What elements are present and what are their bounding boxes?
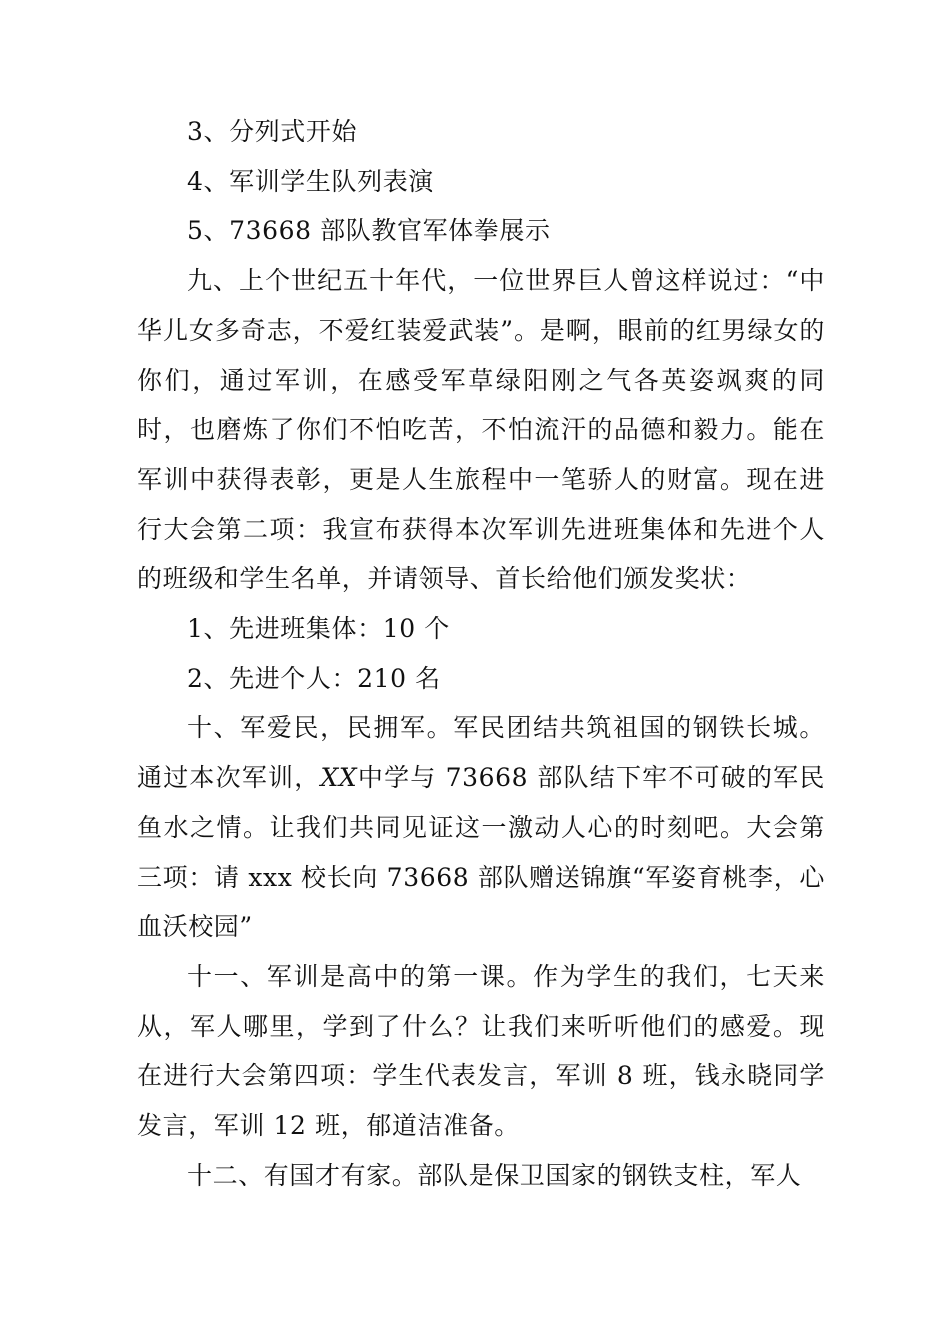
paragraph-nine: 九、上个世纪五十年代，一位世界巨人曾这样说过：“中华儿女多奇志，不爱红装爱武装”。是啊，眼前的红男绿女的你们，通过军训，在感受军草绿阳刚之气各英姿飒爽的同时，也磨炼了你们不怕吃苦，不怕流汗的品德和毅力。能在军训中获得表彰，更是人生旅程中一笔骄人的财富。现在进行大会第二项：我宣布获得本次军训先进班集体和先进个人的班级和学生名单，并请领导、首长给他们颁发奖状： — [137, 266, 825, 594]
paragraph-ten-part-2: 中学与 73668 部队结下牢不可破的军民鱼水之情。让我们共同见证这一激动人心的时刻吧。大会第三项：请 xxx 校长向 73668 部队赠送锦旗“军姿育桃李，心血沃校园” — [137, 763, 825, 942]
paragraph-ten — [137, 703, 825, 952]
list-item-5: 5、73668 部队教官军体拳展示 — [187, 216, 551, 246]
paragraph-twelve: 十二、有国才有家。部队是保卫国家的钢铁支柱，军人 — [187, 1160, 802, 1190]
paragraph-eleven: 十一、军训是高中的第一课。作为学生的我们，七天来从，军人哪里，学到了什么？让我们来听听他们的感爱。现在进行大会第四项：学生代表发言，军训 8 班，钱永晓同学发言，军训 12 班，郁道洁准备。 — [137, 961, 825, 1141]
list-item-4: 4、军训学生队列表演 — [187, 166, 434, 196]
paragraph-ten-part-1: 十、军爱民，民拥军。军民团结共筑祖国的钢铁长城。通过本次军训， — [137, 713, 825, 793]
list-item-3: 3、分列式开始 — [187, 117, 358, 146]
award-item-1: 1、先进班集体：10 个 — [187, 614, 450, 644]
award-item-2: 2、先进个人：210 名 — [187, 663, 441, 693]
document-body — [137, 107, 825, 1200]
school-name: XX — [320, 763, 358, 793]
